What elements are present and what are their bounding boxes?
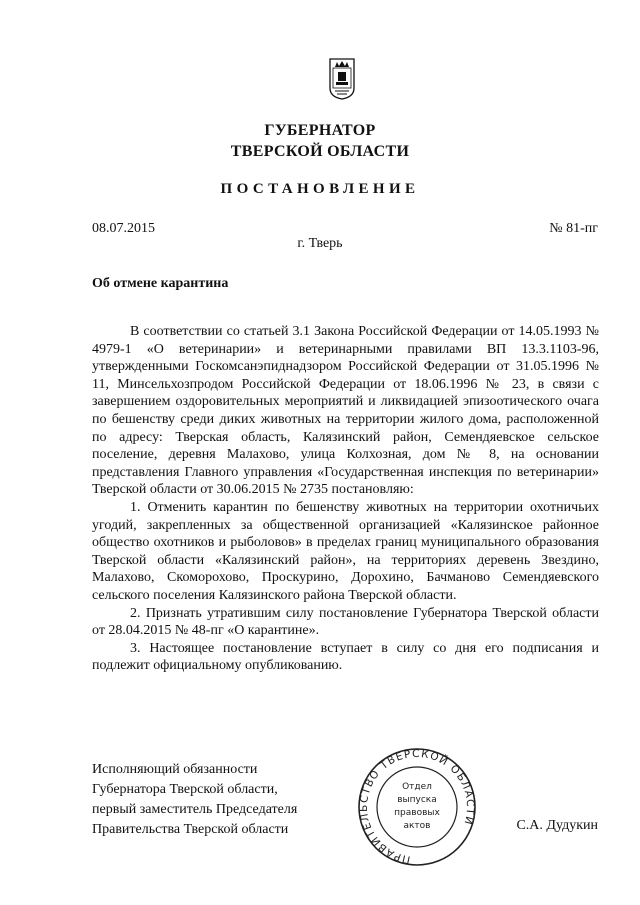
signatory-title-line: Правительства Тверской области — [92, 822, 289, 837]
signatory-title-line: Исполняющий обязанности — [92, 762, 258, 777]
document-number: № 81-пг — [549, 221, 598, 236]
document-date: 08.07.2015 — [92, 221, 155, 236]
stamp-center-line: актов — [403, 821, 431, 831]
stamp-ring-text: ПРАВИТЕЛЬСТВО ТВЕРСКОЙ ОБЛАСТИ — [357, 747, 477, 866]
signatory-name: С.А. Дудукин — [516, 818, 598, 833]
signatory-title-line: первый заместитель Председателя — [92, 802, 298, 817]
issuer-title-line1: ГУБЕРНАТОР — [264, 122, 376, 139]
document-city: г. Тверь — [297, 236, 343, 251]
document-body — [92, 323, 599, 675]
official-stamp — [352, 743, 482, 868]
clause-1-paragraph: 1. Отменить карантин по бешенству животных на территории охотничьих угодий, закрепленных за общественной организацией «Калязинское районное общество охотников и рыболовов» в пределах границ муниципального образования Тверской области «Калязинский район», на территориях деревень Звездино, Малахово, Скоморохово, Проскурино, Дорохино, Бачманово Семендяевского сельского поселения Калязинского района Тверской области. — [92, 499, 599, 603]
document-subject: Об отмене карантина — [92, 276, 229, 291]
clause-2-paragraph: 2. Признать утратившим силу постановление Губернатора Тверской области от 28.04.2015 № 48-пг «О карантине». — [92, 605, 599, 639]
signatory-block — [92, 760, 297, 840]
stamp-center-line: Отдел — [402, 782, 432, 792]
signatory-title-line: Губернатора Тверской области, — [92, 782, 278, 797]
stamp-center-line: выпуска — [397, 795, 437, 805]
preamble-paragraph: В соответствии со статьей 3.1 Закона Российской Федерации от 14.05.1993 № 4979-1 «О ветеринарии» и ветеринарными правилами ВП 13.3.1103-96, утвержденными Госкомсанэпиднадзором Российской Федерации от 31.05.1996 № 11, Минсельхозпродом Российской Федерации от 18.06.1996 № 23, в связи с завершением оздоровительных мероприятий и ликвидацией эпизоотического очага по бешенству среди диких животных на территории жилого дома, расположенной по адресу: Тверская область, Калязинский район, Семендяевское сельское поселение, деревня Малахово, улица Колхозная, дом № 8, на основании представления Главного управления «Государственная инспекция по ветеринарии» Тверской области от 30.06.2015 № 2735 постановляю: — [92, 324, 599, 498]
clause-3-paragraph: 3. Настоящее постановление вступает в силу со дня его подписания и подлежит официальному опубликованию. — [92, 640, 599, 674]
stamp-center-line: правовых — [394, 808, 440, 818]
coat-of-arms-icon — [329, 58, 355, 100]
document-type-heading: ПОСТАНОВЛЕНИЕ — [220, 181, 420, 197]
issuer-title-line2: ТВЕРСКОЙ ОБЛАСТИ — [230, 143, 410, 160]
